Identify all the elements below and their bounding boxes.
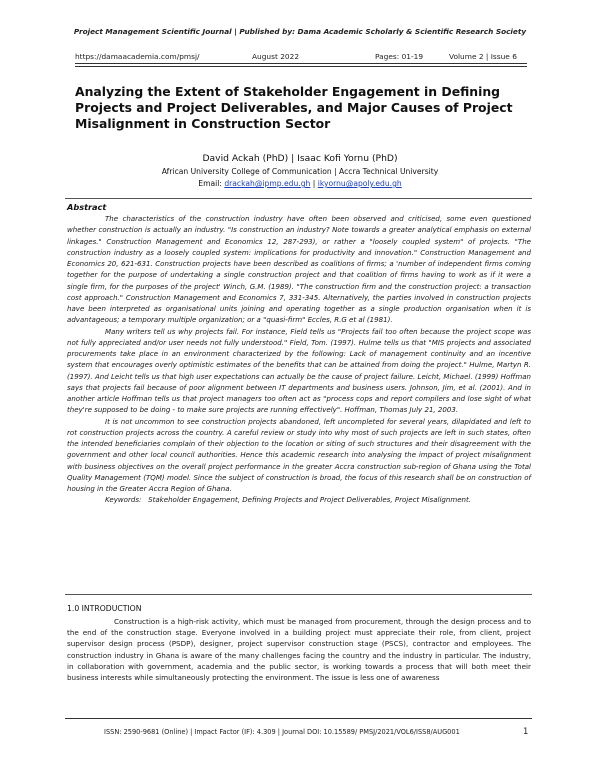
abstract-body bbox=[67, 213, 531, 506]
abstract-paragraph: It is not uncommon to see construction projects abandoned, left uncompleted for several years, dilapidated and left to rot construction projects across the country. A careful review or study into why most of such projects are left in such states, often the intended beneficiaries complain of their objection to the location or siting of such structures and their disagreement with the government and other local council authorities. Hence this academic research into analysing the impact of project misalignment with business objectives on the overall project performance in the greater Accra construction sub-region of Ghana using the Total Quality Management (TQM) model. Since the subject of construction is broad, the focus of this research shall be on construction of housing in the Greater Accra Region of Ghana. bbox=[67, 416, 531, 493]
footer-divider bbox=[65, 718, 532, 719]
abstract-heading: Abstract bbox=[67, 202, 107, 212]
page-range: Pages: 01-19 bbox=[375, 52, 424, 61]
volume-issue: Volume 2 | Issue 6 bbox=[449, 52, 517, 61]
abstract-paragraph: The characteristics of the construction industry have often been observed and criticised, some even questioned whether construction is actually an industry. "Is construction an industry? Note towards a greater analytical emphasis on external linkages." Construction Management and Economics 12, 287-293), or rather a "loosely coupled system" of projects. "The construction industry as a loosely coupled system: implications for productivity and innovation." Construction Management and Economics 20, 621-631. Construction projects have been described as coalitions of firms; a 'number of independent firms coming together for the purpose of undertaking a single construction project and that coalition of firms having to work as if it were a single firm, for the purposes of the project' Winch, G.M. (1989). "The construction firm and the construction project: a transaction cost approach." Construction Management and Economics 7, 331-345. Alternatively, the parties involved in construction projects have been interpreted as organisational units joining and operating together as a single production organisation when it is advantageous; a temporary multiple organization; or a "quasi-firm" Eccles, R.G et al (1981). bbox=[67, 214, 531, 325]
issue-date: August 2022 bbox=[252, 52, 300, 61]
keywords bbox=[67, 494, 531, 505]
keywords-label: Keywords: bbox=[105, 495, 142, 505]
authors: David Ackah (PhD) | Isaac Kofi Yornu (PhD) bbox=[202, 153, 398, 164]
meta-divider bbox=[75, 63, 527, 64]
keywords-list: Stakeholder Engagement, Defining Projects and Project Deliverables, Project Misalignment. bbox=[148, 495, 472, 505]
email-line bbox=[0, 179, 600, 188]
email-separator: | bbox=[310, 179, 318, 188]
email-label: Email: bbox=[198, 179, 222, 188]
journal-url[interactable]: https://damaacademia.com/pmsj/ bbox=[75, 52, 200, 61]
abstract-top-divider bbox=[65, 198, 532, 199]
meta-divider-secondary bbox=[75, 66, 527, 67]
affiliation: African University College of Communication | Accra Technical University bbox=[161, 167, 439, 176]
abstract-bottom-divider bbox=[65, 594, 532, 595]
footer-issn: ISSN: 2590-9681 (Online) | Impact Factor (IF): 4.309 | Journal DOI: 10.15589/ PMSJ/2021/VOL6/ISS8/AUG001 bbox=[104, 728, 460, 736]
journal-header: Project Management Scientific Journal | Published by: Dama Academic Scholarly & Scientific Research Society bbox=[73, 27, 527, 36]
paper-title: Analyzing the Extent of Stakeholder Engagement in Defining Projects and Project Deliverables, and Major Causes of Project Misalignment in Construction Sector bbox=[75, 84, 513, 131]
email-link-1[interactable]: drackah@ipmp.edu.gh bbox=[224, 179, 311, 188]
introduction-body bbox=[67, 616, 531, 718]
email-link-2[interactable]: ikyornu@apoly.edu.gh bbox=[317, 179, 402, 188]
page-number: 1 bbox=[523, 726, 529, 736]
section-heading-introduction: 1.0 INTRODUCTION bbox=[67, 604, 142, 613]
body-paragraph: Construction is a high-risk activity, which must be managed from procurement, through the design process and to the end of the construction stage. Everyone involved in a building project must appreciate their role, from client, project supervisor design process (PSDP), designer, project supervisor construction stage (PSCS), contractor and employees. The construction industry in Ghana is aware of the many challenges facing the country and the industry in particular. The industry, in collaboration with government, academia and the public sector, is working towards a process that will both meet their business interests while simultaneously protecting the environment. The issue is less one of awareness bbox=[67, 617, 531, 683]
abstract-paragraph: Many writers tell us why projects fail. For instance, Field tells us "Projects fail too often because the project scope was not fully appreciated and/or user needs not fully understood." Field, Tom. (1997). Hulme tells us that "MIS projects and associated procurements take place in an environment characterized by the following: Lack of management continuity and an incentive system that encourages overly optimistic estimates of the benefits that can be attained from doing the project." Hulme, Martyn R. (1997). And Leicht tells us that high user expectations can actually be the cause of project failure. Leicht, Michael. (1999) Hoffman says that projects fail because of poor alignment between IT departments and business users. Johnson, Jim, et al. (2001). And in another article Hoffman tells us that project managers too often act as "process cops and report compilers and lose sight of what they're supposed to be doing - to make sure projects are running effectively". Hoffman, Thomas July 21, 2003. bbox=[67, 326, 531, 415]
